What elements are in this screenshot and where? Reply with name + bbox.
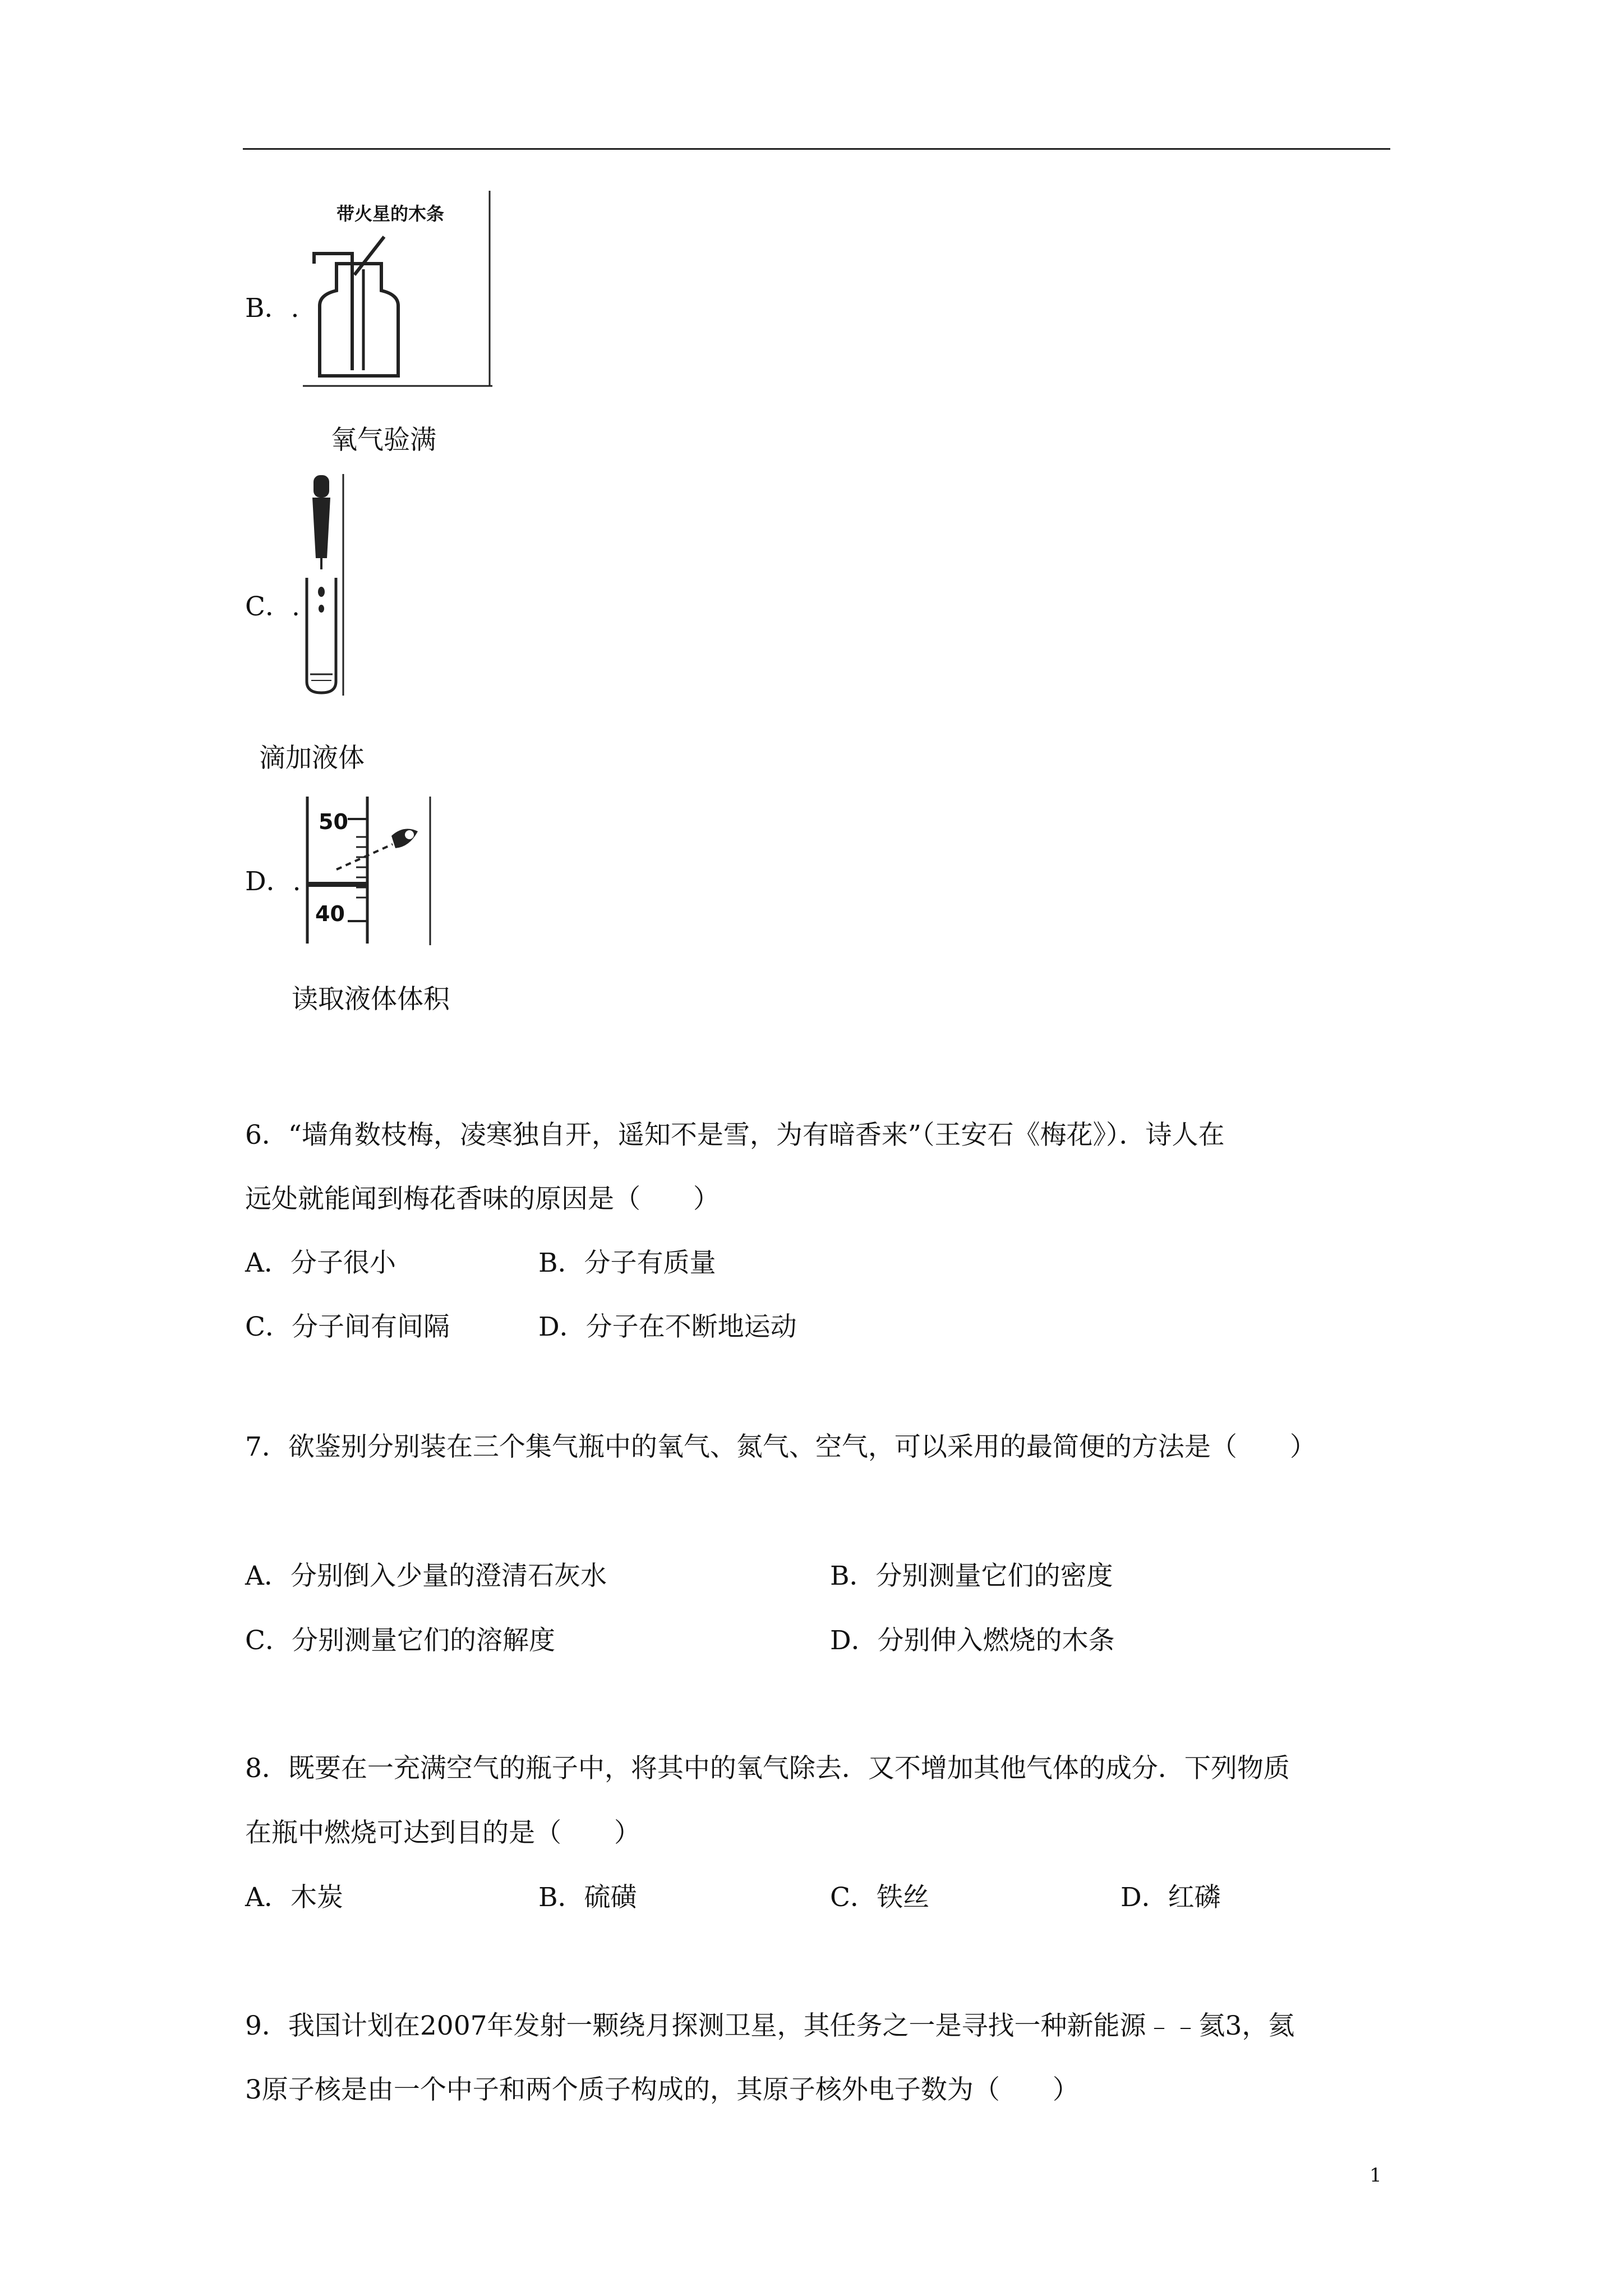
- question-8-option-a[interactable]: A．木炭: [245, 1882, 343, 1913]
- option-b-label: B．.: [245, 293, 299, 324]
- tick-label-50: 50: [319, 809, 348, 834]
- question-6-option-b[interactable]: B．分子有质量: [538, 1248, 716, 1278]
- question-8-option-c[interactable]: C．铁丝: [830, 1882, 929, 1913]
- question-6-line-1: 6．“墙角数枝梅，凌寒独自开，遥知不是雪，为有暗香来”（王安石《梅花》）．诗人在: [245, 1120, 1225, 1151]
- question-8-option-b[interactable]: B．硫磺: [538, 1882, 637, 1913]
- oxygen-test-figure: [303, 191, 494, 387]
- question-7-option-d[interactable]: D．分别伸入燃烧的木条: [830, 1625, 1115, 1656]
- question-6-option-a[interactable]: A．分子很小: [245, 1248, 396, 1278]
- cylinder-reading-figure: [303, 797, 432, 945]
- option-d-label: D．.: [245, 866, 301, 897]
- dropper-figure: [300, 474, 345, 696]
- question-7-line-1: 7．欲鉴别分别装在三个集气瓶中的氧气、氮气、空气，可以采用的最简便的方法是（ ）: [245, 1432, 1316, 1462]
- caption-d: 读取液体体积: [292, 984, 450, 1015]
- question-6-option-c[interactable]: C．分子间有间隔: [245, 1312, 450, 1342]
- question-7-option-a[interactable]: A．分别倒入少量的澄清石灰水: [245, 1561, 607, 1591]
- question-8-option-d[interactable]: D．红磷: [1121, 1882, 1221, 1913]
- question-8-line-1: 8．既要在一充满空气的瓶子中，将其中的氧气除去．又不增加其他气体的成分．下列物质: [245, 1753, 1290, 1784]
- page-number: 1: [1370, 2164, 1382, 2187]
- inner-label: 带火星的木条: [336, 203, 445, 224]
- question-6-option-d[interactable]: D．分子在不断地运动: [538, 1312, 797, 1342]
- option-c-label: C．.: [245, 591, 300, 622]
- caption-c: 滴加液体: [259, 743, 365, 774]
- header-rule: [243, 148, 1390, 150]
- tick-label-40: 40: [315, 901, 345, 926]
- question-7-option-b[interactable]: B．分别测量它们的密度: [830, 1561, 1113, 1591]
- question-6-line-2: 远处就能闻到梅花香味的原因是（ ）: [245, 1184, 720, 1214]
- question-9-line-1: 9．我国计划在2007年发射一颗绕月探测卫星，其任务之一是寻找一种新能源﹣﹣氦3，氦: [245, 2010, 1295, 2041]
- caption-b: 氧气验满: [331, 425, 436, 455]
- question-9-line-2: 3原子核是由一个中子和两个质子构成的，其原子核外电子数为（ ）: [245, 2074, 1079, 2105]
- question-7-option-c[interactable]: C．分别测量它们的溶解度: [245, 1625, 555, 1656]
- question-8-line-2: 在瓶中燃烧可达到目的是（ ）: [245, 1818, 640, 1848]
